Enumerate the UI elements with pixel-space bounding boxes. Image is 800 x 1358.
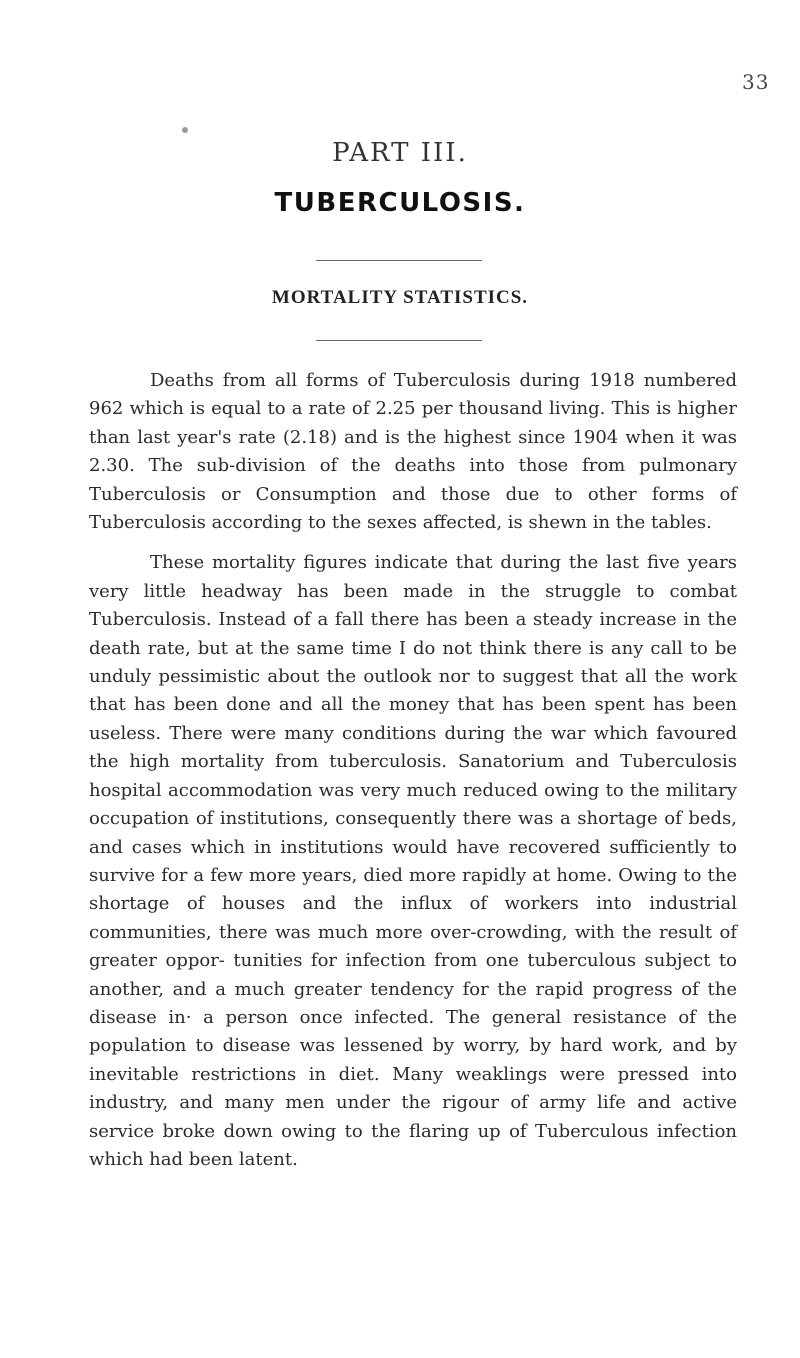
body-text — [89, 367, 737, 1174]
paragraph-mortality-discussion: These mortality figures indicate that during the last five years very little headway has been made in the struggle to combat Tuberculosis. Instead of a fall there has been a steady increase in the death rate, but at the same time I do not think there is any call to be unduly pessimistic about the outlook nor to suggest that all the work that has been done and all the money that has been spent has been useless. There were many conditions during the war which favoured the high mortality from tuberculosis. Sanatorium and Tuberculosis hospital accommodation was very much reduced owing to the military occupation of institutions, consequently there was a shortage of beds, and cases which in institutions would have recovered sufficiently to survive for a few more years, died more rapidly at home. Owing to the shortage of houses and the influx of workers into industrial communities, there was much more over-crowding, with the result of greater oppor- tunities for infection from one tuberculous subject to another, and a much greater tendency for the rapid progress of the disease in· a person once infected. The general resistance of the population to disease was lessened by worry, by hard work, and by inevitable restrictions in diet. Many weaklings were pressed into industry, and many men under the rigour of army life and active service broke down owing to the flaring up of Tuberculous infection which had been latent. — [89, 552, 737, 1170]
section-heading: TUBERCULOSIS. — [274, 188, 526, 218]
ink-speck-decoration — [182, 127, 188, 133]
page-number: 33 — [742, 70, 770, 94]
subsection-heading: MORTALITY STATISTICS. — [271, 287, 529, 308]
divider-top — [316, 260, 482, 261]
paragraph-deaths-summary: Deaths from all forms of Tuberculosis during 1918 numbered 962 which is equal to a rate of 2.25 per thousand living. This is higher than last year's rate (2.18) and is the highest since 1904 when it was 2.30. The sub-division of the deaths into those from pulmonary Tuberculosis or Consumption and those due to other forms of Tuberculosis according to the sexes affected, is shewn in the tables. — [89, 370, 737, 534]
divider-bottom — [316, 340, 482, 341]
part-heading: PART III. — [332, 138, 468, 168]
